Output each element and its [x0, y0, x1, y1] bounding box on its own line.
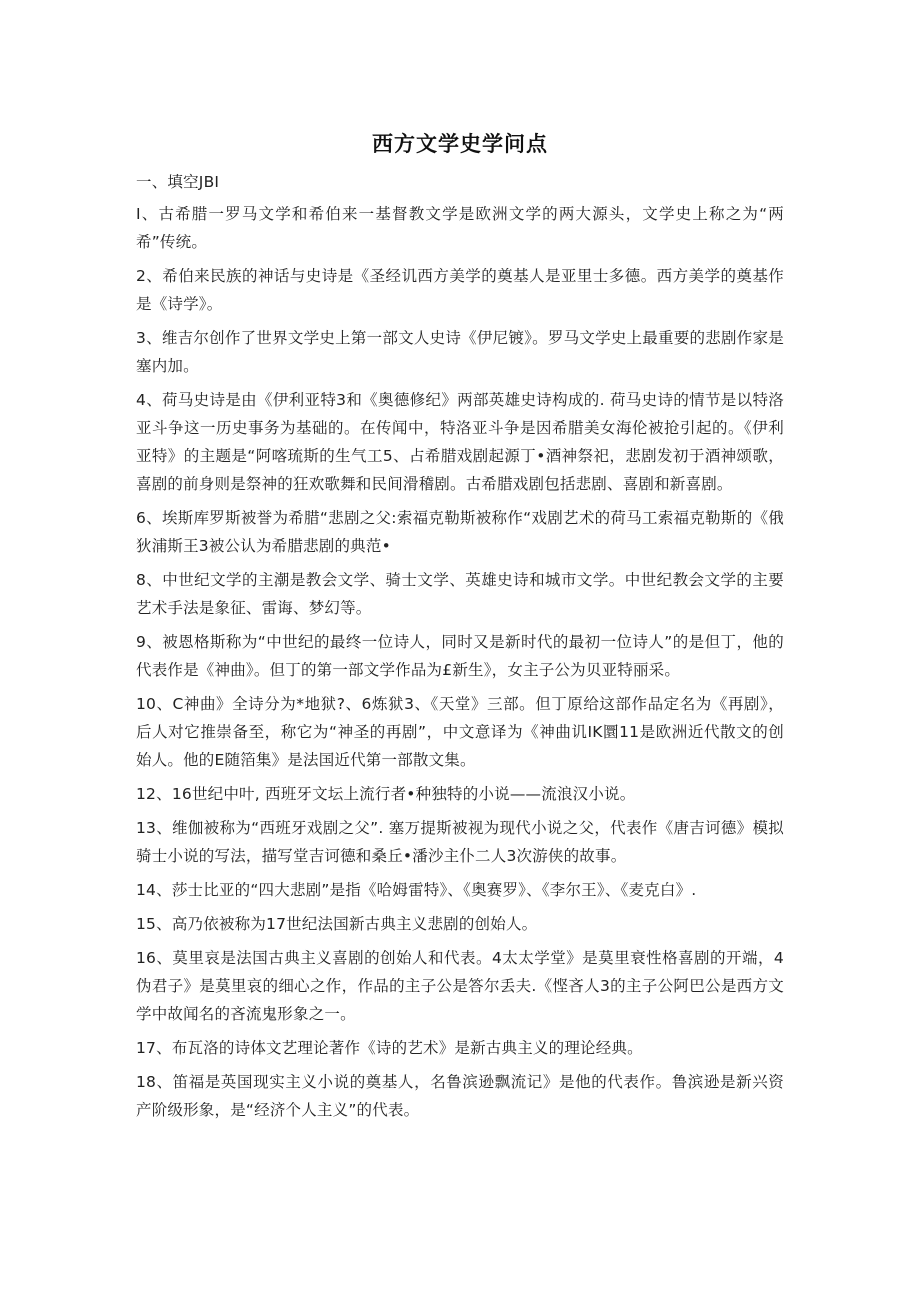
paragraph-1: I、古希腊一罗马文学和希伯来一基督教文学是欧洲文学的两大源头，文学史上称之为“两希”传统。 — [136, 205, 784, 251]
paragraph-9: 9、被恩格斯称为“中世纪的最终一位诗人，同时又是新时代的最初一位诗人”的是但丁，他的代表作是《神曲》。但丁的第一部文学作品为£新生》，女主子公为贝亚特丽采。 — [136, 633, 784, 679]
paragraph-2: 2、希伯来民族的神话与史诗是《圣经讥西方美学的奠基人是亚里士多德。西方美学的奠基作是《诗学》。 — [136, 267, 784, 313]
paragraph-15: 15、高乃依被称为17世纪法国新古典主义悲剧的创始人。 — [136, 915, 538, 933]
document-body — [136, 168, 784, 1130]
paragraph-16: 16、莫里哀是法国古典主义喜剧的创始人和代表。4太太学堂》是莫里衰性格喜剧的开端，4伪君子》是莫里哀的细心之作，作品的主子公是答尔丢夫.《悭吝人3的主子公阿巴公是西方文学中故闻名的吝流鬼形象之一。 — [136, 949, 784, 1023]
paragraph-17: 17、布瓦洛的诗体文艺理论著作《诗的艺术》是新古典主义的理论经典。 — [136, 1039, 643, 1057]
paragraph-13: 13、维伽被称为“西班牙戏剧之父”. 塞万提斯被视为现代小说之父，代表作《唐吉诃德》模拟骑士小说的写法，描写堂吉诃德和桑丘•潘沙主仆二人3次游侠的故事。 — [136, 819, 784, 865]
page-title: 西方文学史学问点 — [372, 132, 548, 156]
paragraph-18: 18、笛福是英国现实主义小说的奠基人，名鲁滨逊飘流记》是他的代表作。鲁滨逊是新兴资产阶级形象，是“经济个人主义”的代表。 — [136, 1073, 784, 1119]
paragraph-6: 6、埃斯库罗斯被誉为希腊“悲剧之父:索福克勒斯被称作“戏剧艺术的荷马工索福克勒斯的《俄狄浦斯王3被公认为希腊悲剧的典范• — [136, 509, 784, 555]
paragraph-8: 8、中世纪文学的主潮是教会文学、骑士文学、英雄史诗和城市文学。中世纪教会文学的主要艺术手法是象征、雷诲、梦幻等。 — [136, 571, 784, 617]
paragraph-10: 10、C神曲》全诗分为*地狱?、6炼狱3、《天堂》三部。但丁原给这部作品定名为《再剧》，后人对它推崇备至，称它为“神圣的再剧”，中文意译为《神曲讥IK圜11是欧洲近代散文的创始人。他的E随箔集》是法国近代第一部散文集。 — [136, 695, 784, 769]
paragraph-12: 12、16世纪中叶, 西班牙文坛上流行者•种独特的小说——流浪汉小说。 — [136, 785, 636, 803]
paragraph-3: 3、维吉尔创作了世界文学史上第一部文人史诗《伊尼镀》。罗马文学史上最重要的悲剧作家是塞内加。 — [136, 329, 784, 375]
paragraph-4: 4、荷马史诗是由《伊利亚特3和《奥德修纪》两部英雄史诗构成的. 荷马史诗的情节是以特洛亚斗争这一历史事务为基础的。在传闻中，特洛亚斗争是因希腊美女海伦被抢引起的。《伊利亚特》的主题是“阿喀琉斯的生气工5、占希腊戏剧起源丁•酒神祭祀，悲剧发初于酒神颂歌，喜剧的前身则是祭神的狂欢歌舞和民间滑稽剧。古希腊戏剧包括悲剧、喜剧和新喜剧。 — [136, 391, 784, 493]
paragraph-14: 14、莎士比亚的“四大悲剧”是指《哈姆雷特》、《奥赛罗》、《李尔王》、《麦克白》. — [136, 881, 697, 899]
section-heading: 一、填空JBI — [136, 173, 220, 191]
